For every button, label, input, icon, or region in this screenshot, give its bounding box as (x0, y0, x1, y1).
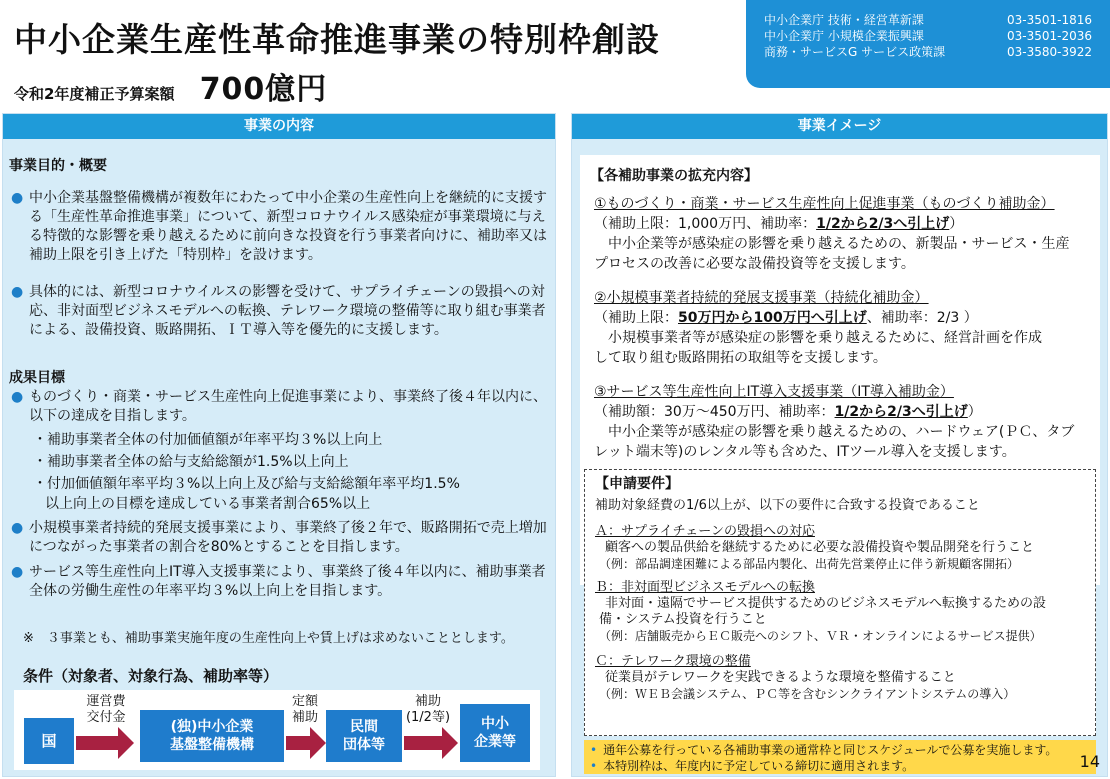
cond-highlight: 50万円から100万円へ引上げ (678, 310, 867, 326)
expansion-title: 【各補助事業の拡充内容】 (590, 168, 758, 184)
flow-box-line: 団体等 (343, 737, 385, 753)
contact-dept: 中小企業庁 小規模企業振興課 (764, 29, 924, 43)
req-b-desc: 備・システム投資を行うこと (599, 612, 767, 627)
item1-cond (594, 215, 1104, 234)
purpose-title: 事業目的・概要 (9, 158, 107, 174)
page-title: 中小企業生産性革命推進事業の特別枠創設 (14, 20, 660, 59)
flow-label (282, 694, 328, 726)
flow-arrow (76, 736, 118, 750)
flow-box-line: 中小 (481, 716, 509, 732)
contact-row (764, 28, 1092, 44)
bullet-text: サービス等生産性向上IT導入支援事業により、事業終了後４年以内に、補助事業者全体の労働生産性の年率平均３%以上向上を目指します。 (29, 564, 546, 599)
bullet-dot-icon: ● (11, 284, 24, 300)
cond-text: 、補助率：2/3 ） (866, 310, 978, 326)
bullet-dot-icon: ● (11, 564, 24, 580)
contact-tel: 03-3501-2036 (1006, 29, 1092, 43)
cond-highlight: 1/2から2/3へ引上げ (816, 216, 950, 232)
goals-title: 成果目標 (9, 370, 65, 386)
schedule-notes (584, 740, 1096, 774)
flow-label (400, 694, 456, 726)
flow-label-line: 交付金 (86, 710, 126, 725)
bullet-text: 中小企業基盤整備機構が複数年にわたって中小企業の生産性向上を継続的に支援する「生産性革命推進事業」について、新型コロナウイルス感染症が事業環境に与える特徴的な影響を乗り越えるために前向きな投資を行う事業者向けに、補助率又は補助上限を引き上げた「特別枠」を設けます。 (29, 190, 547, 263)
goal-bullet (11, 388, 551, 426)
contact-tel: 03-3501-1816 (1006, 13, 1092, 27)
contact-row (764, 12, 1092, 28)
goal-subline: ・付加価値額年率平均３%以上向上及び給与支給総額年率平均1.5% (33, 476, 460, 492)
item2-head: ②小規模事業者持続的発展支援事業（持続化補助金） (594, 290, 929, 306)
req-a-desc: 顧客への製品供給を継続するために必要な設備投資や製品開発を行うこと (605, 540, 1035, 555)
flow-box-line: 民間 (350, 719, 378, 735)
funding-flow-diagram (14, 690, 540, 770)
bullet-dot-icon: • (590, 759, 598, 773)
req-b-desc: 非対面・遠隔でサービス提供するためのビジネスモデルへ転換するための設 (605, 596, 1046, 611)
schedule-note (590, 758, 1090, 774)
req-c-head: Ｃ：テレワーク環境の整備 (595, 654, 751, 669)
flow-box-private-org (326, 710, 402, 762)
item3-desc: 中小企業等が感染症の影響を乗り越えるための、ハードウェア(ＰＣ、タブ (594, 424, 1075, 440)
flow-label-line: 補助 (414, 694, 441, 709)
requirements-box (584, 469, 1096, 736)
item3-head: ③サービス等生産性向上IT導入支援事業（IT導入補助金） (594, 384, 954, 400)
req-c-desc: 従業員がテレワークを実践できるような環境を整備すること (605, 670, 956, 685)
bullet-text: 具体的には、新型コロナウイルスの影響を受けて、サプライチェーンの毀損への対応、非対面型ビジネスモデルへの転換、テレワーク環境の整備等に取り組む事業者による、設備投資、販路開拓、ＩＴ導入等を優先的に支援します。 (29, 284, 546, 338)
cond-text: （補助額：30万～450万円、補助率： (594, 404, 835, 420)
contact-tel: 03-3580-3922 (1006, 45, 1092, 59)
item2-desc: 小規模事業者等が感染症の影響を乗り越えるために、経営計画を作成 (594, 330, 1042, 346)
bullet-dot-icon: ● (11, 190, 24, 206)
flow-box-line: (独)中小企業 (170, 719, 254, 735)
contact-dept: 商務・サービスG サービス政策課 (764, 45, 946, 59)
item3-cond (594, 403, 1104, 422)
flow-box-sme (460, 704, 530, 762)
flow-box-line: 基盤整備機構 (170, 737, 254, 753)
image-panel (571, 113, 1108, 777)
flow-box-smrj (140, 710, 284, 762)
flow-label-line: 定額 (291, 694, 318, 709)
item1-head: ①ものづくり・商業・サービス生産性向上促進事業（ものづくり補助金） (594, 196, 1055, 212)
req-a-head: Ａ：サプライチェーンの毀損への対応 (595, 524, 815, 539)
flow-label-line: (1/2等) (405, 710, 451, 725)
cond-highlight: 1/2から2/3へ引上げ (834, 404, 968, 420)
goal-bullet (11, 519, 551, 557)
contact-row (764, 44, 1092, 60)
goal-subline: 以上向上の目標を達成している事業者割合65%以上 (45, 496, 371, 512)
schedule-note (590, 742, 1090, 758)
cond-text: ） (967, 404, 982, 420)
cond-text: ） (949, 216, 964, 232)
schedule-note-text: 本特別枠は、年度内に予定している締切に適用されます。 (603, 759, 915, 773)
goal-subline: ・補助事業者全体の給与支給総額が1.5%以上向上 (33, 454, 349, 470)
bullet-dot-icon: • (590, 743, 598, 757)
purpose-bullet (11, 189, 551, 265)
budget-amount: 700億円 (199, 72, 328, 107)
purpose-bullet (11, 283, 551, 340)
flow-box-line: 企業等 (474, 734, 516, 750)
goal-bullet (11, 563, 551, 601)
bullet-text: 小規模事業者持続的発展支援事業により、事業終了後２年で、販路開拓で売上増加につながった事業者の割合を80%とすることを目指します。 (29, 520, 547, 555)
item2-cond (594, 309, 1104, 328)
req-c-example: （例：ＷＥＢ会議システム、ＰＣ等を含むシンクライアントシステムの導入） (599, 687, 1016, 701)
bullet-dot-icon: ● (11, 520, 24, 536)
image-heading: 事業イメージ (572, 114, 1107, 139)
item2-desc: して取り組む販路開拓の取組等を支援します。 (594, 350, 887, 366)
flow-label-line: 補助 (291, 710, 318, 725)
bullet-text: ものづくり・商業・サービス生産性向上促進事業により、事業終了後４年以内に、以下の達成を目指します。 (29, 389, 547, 424)
item1-desc: プロセスの改善に必要な設備投資等を支援します。 (594, 256, 915, 272)
conditions-title: 条件（対象者、対象行為、補助率等） (23, 667, 279, 685)
req-a-example: （例：部品調達困難による部品内製化、出荷先営業停止に伴う新規顧客開拓） (599, 557, 1020, 571)
budget-line (14, 64, 327, 108)
note-text: ※ ３事業とも、補助事業実施年度の生産性向上や賃上げは求めないこととします。 (23, 631, 514, 646)
contact-dept: 中小企業庁 技術・経営革新課 (764, 13, 924, 27)
cond-text: （補助上限：1,000万円、補助率： (594, 216, 817, 232)
item1-desc: 中小企業等が感染症の影響を乗り越えるための、新製品・サービス・生産 (594, 236, 1070, 252)
req-b-example: （例：店舗販売からＥＣ販売へのシフト、ＶＲ・オンラインによるサービス提供） (599, 629, 1042, 643)
flow-label-line: 運営費 (86, 694, 126, 709)
goal-subline: ・補助事業者全体の付加価値額が年率平均３%以上向上 (33, 432, 383, 448)
bullet-dot-icon: ● (11, 389, 24, 405)
item3-desc: レット端末等)のレンタル等も含めた、ITツール導入を支援します。 (594, 444, 1016, 460)
req-intro: 補助対象経費の1/6以上が、以下の要件に合致する投資であること (595, 498, 980, 513)
flow-arrow (404, 736, 442, 750)
budget-label: 令和2年度補正予算案額 (14, 85, 175, 103)
flow-box-government: 国 (24, 718, 74, 764)
page-number: 14 (1079, 752, 1100, 771)
cond-text: （補助上限： (594, 310, 678, 326)
req-b-head: Ｂ：非対面型ビジネスモデルへの転換 (595, 580, 815, 595)
content-panel (2, 113, 556, 777)
flow-arrow (286, 736, 310, 750)
req-title: 【申請要件】 (595, 476, 679, 492)
flow-label (76, 694, 136, 726)
schedule-note-text: 通年公募を行っている各補助事業の通常枠と同じスケジュールで公募を実施します。 (603, 743, 1058, 757)
content-heading: 事業の内容 (3, 114, 555, 139)
contact-box (746, 0, 1110, 88)
